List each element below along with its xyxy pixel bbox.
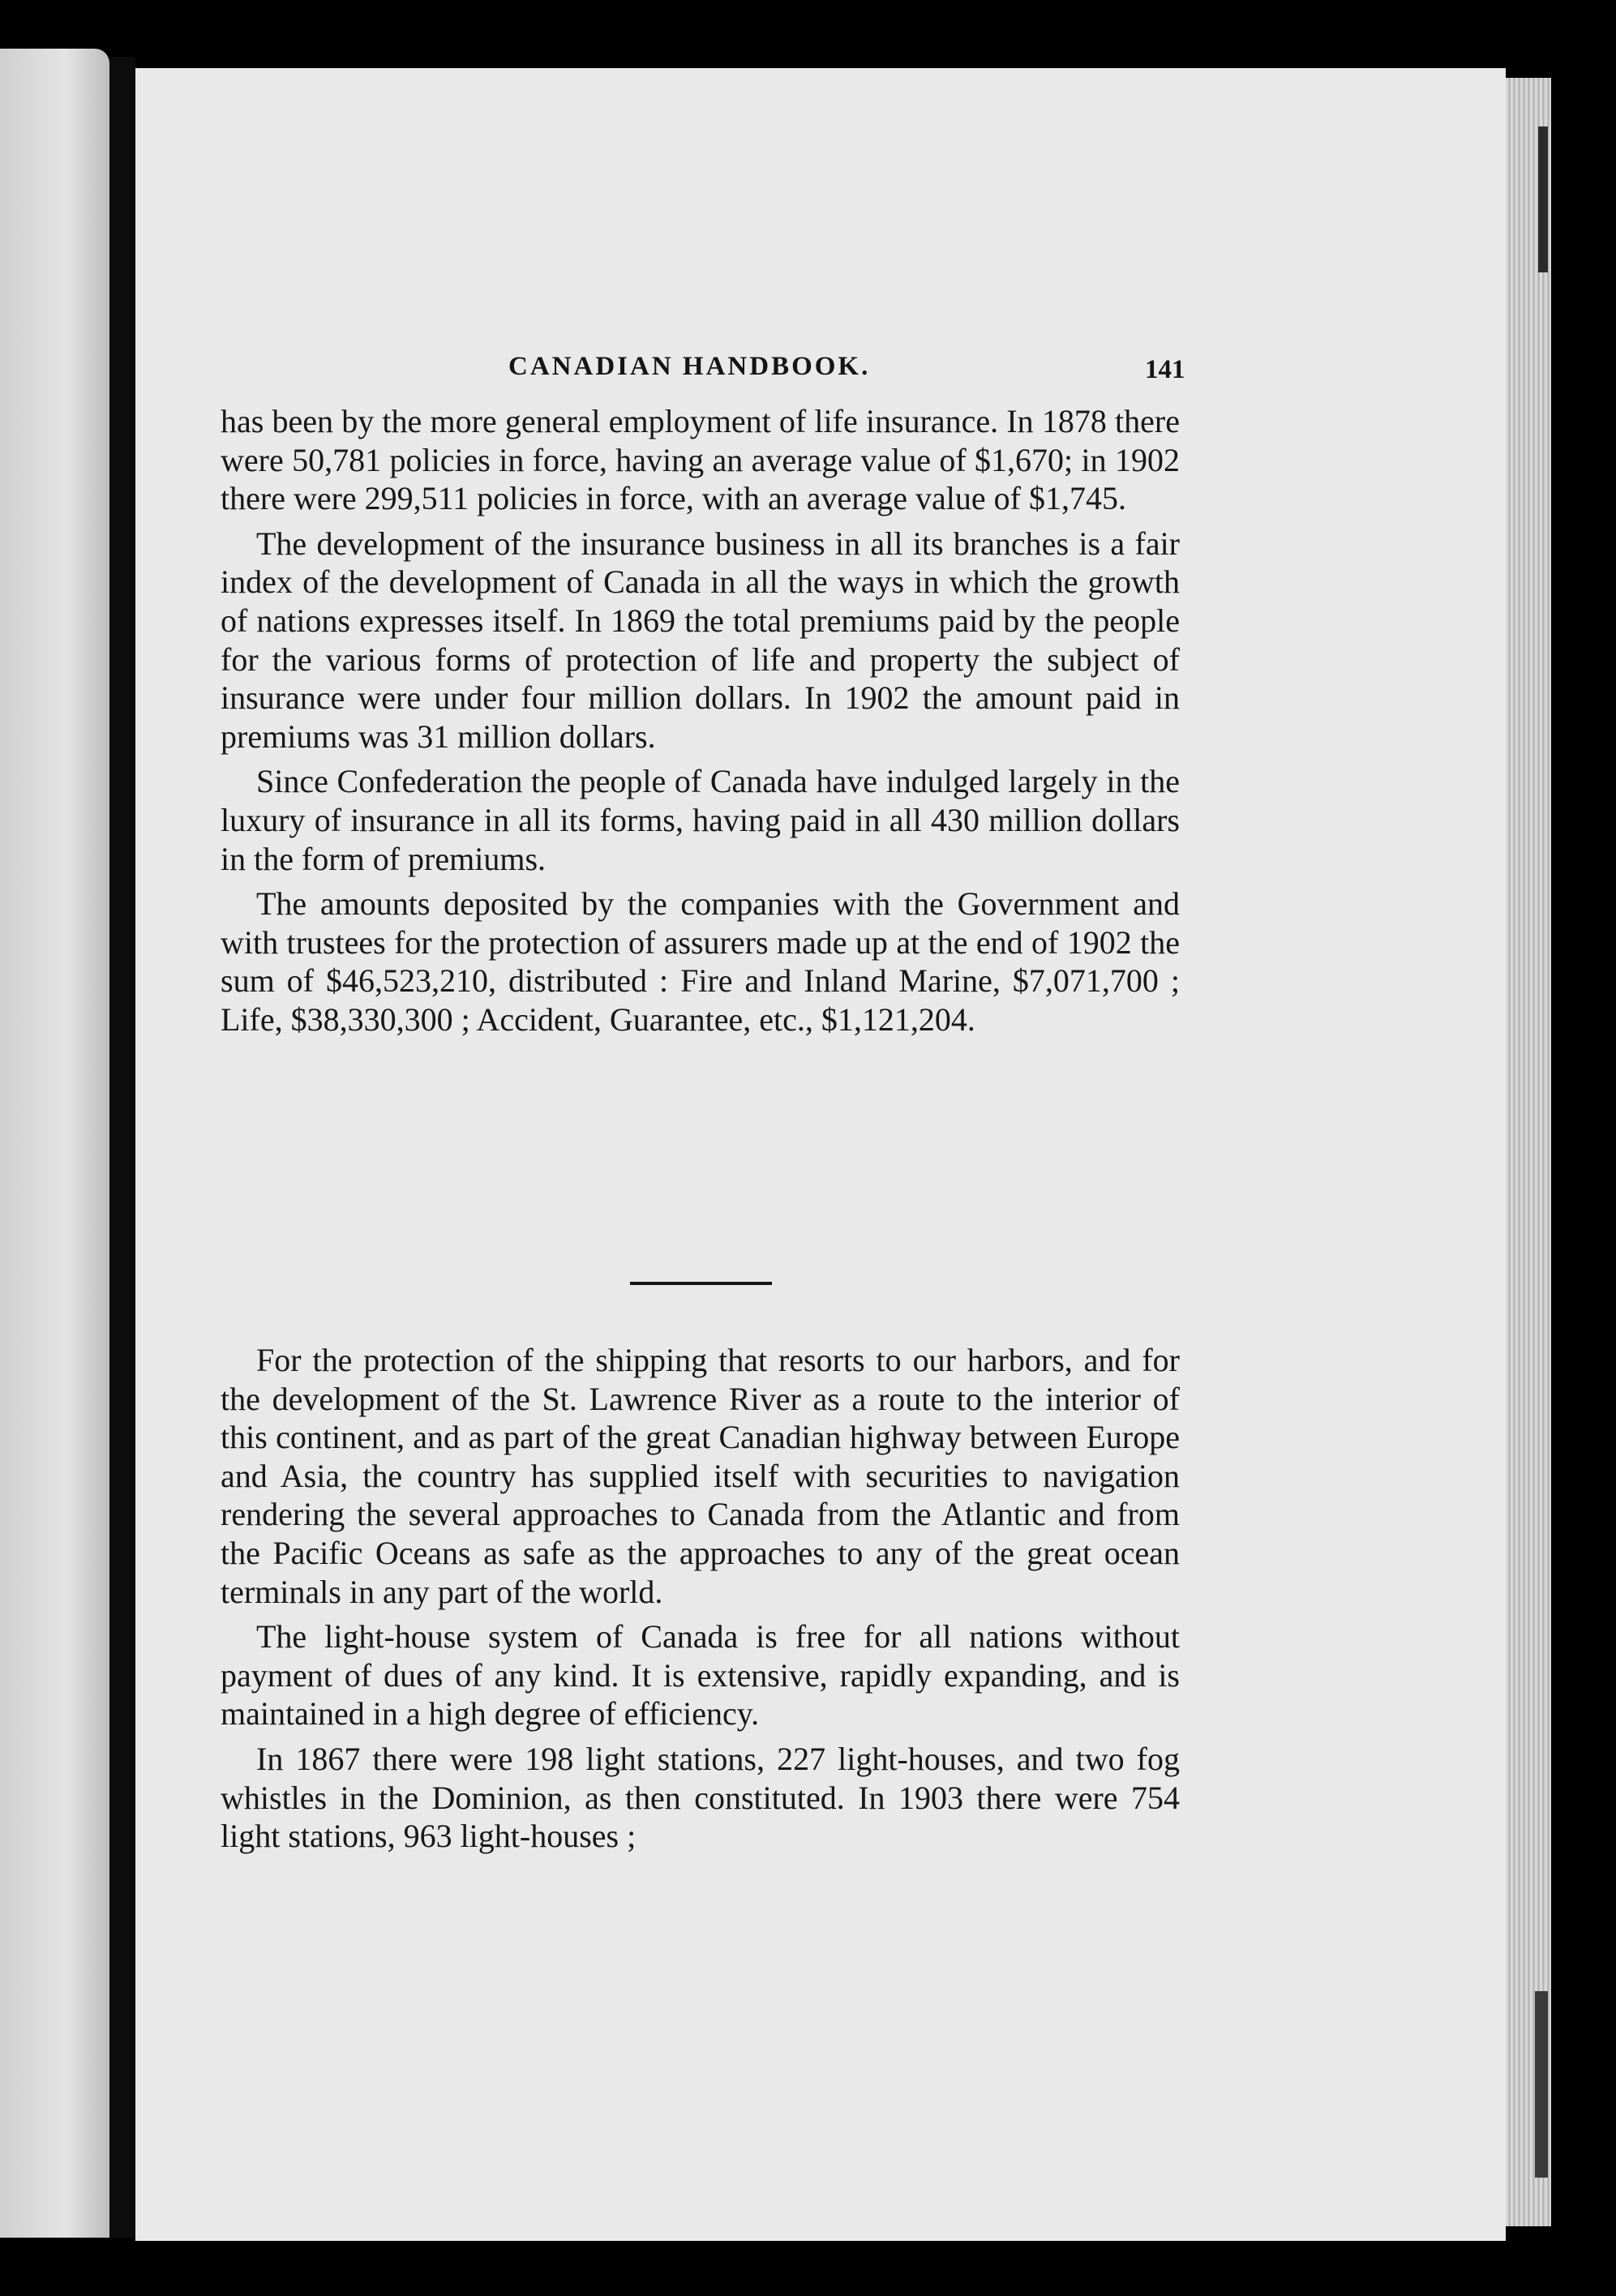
- running-head: [135, 352, 1506, 392]
- page-number: 141: [1145, 355, 1185, 384]
- book-page: [135, 68, 1506, 2241]
- paragraph: The amounts deposited by the companies with the Government and with trustees for the protection of assurers made up at the end of 1902 the sum of $46,523,210, distributed : Fire and Inland Marine, $7,071,700 ; Life, $38,330,300 ; Accident, Guarantee, etc., $1,121,204.: [221, 885, 1180, 1038]
- book-gutter: [109, 57, 135, 2238]
- page-stack-edges: [1506, 78, 1551, 2226]
- paragraph: The development of the insurance business in all its branches is a fair index of the development of Canada in all the ways in which the growth of nations expresses itself. In 1869 the total premiums paid by the people for the various forms of protection of life and property the subject of insurance were under four million dollars. In 1902 the amount paid in premiums was 31 million dollars.: [221, 525, 1180, 755]
- section-divider-rule: [630, 1282, 772, 1285]
- paragraph-continued: has been by the more general employment of life insurance. In 1878 there were 50,781 policies in force, having an average value of $1,670; in 1902 there were 299,511 policies in force, with an average value of $1,745.: [221, 403, 1180, 517]
- text-block-insurance: [221, 402, 1180, 1039]
- running-head-title: CANADIAN HANDBOOK.: [508, 352, 871, 381]
- paragraph: Since Confederation the people of Canada have indulged largely in the luxury of insurance in all its forms, having paid in all 430 million dollars in the form of premiums.: [221, 763, 1180, 877]
- paragraph: In 1867 there were 198 light stations, 227 light-houses, and two fog whistles in the Dominion, as then constituted. In 1903 there were 754 light stations, 963 light-houses ;: [221, 1740, 1180, 1855]
- text-block-navigation: [221, 1341, 1180, 1856]
- left-page-edge: [0, 49, 109, 2238]
- paragraph: The light-house system of Canada is free for all nations without payment of dues of any kind. It is extensive, rapidly expanding, and is maintained in a high degree of efficiency.: [221, 1618, 1180, 1733]
- paragraph: For the protection of the shipping that resorts to our harbors, and for the development of the St. Lawrence River as a route to the interior of this continent, and as part of the great Canadian highway between Europe and Asia, the country has supplied itself with securities to navigation rendering the several approaches to Canada from the Atlantic and from the Pacific Oceans as safe as the approaches to any of the great ocean terminals in any part of the world.: [221, 1342, 1180, 1610]
